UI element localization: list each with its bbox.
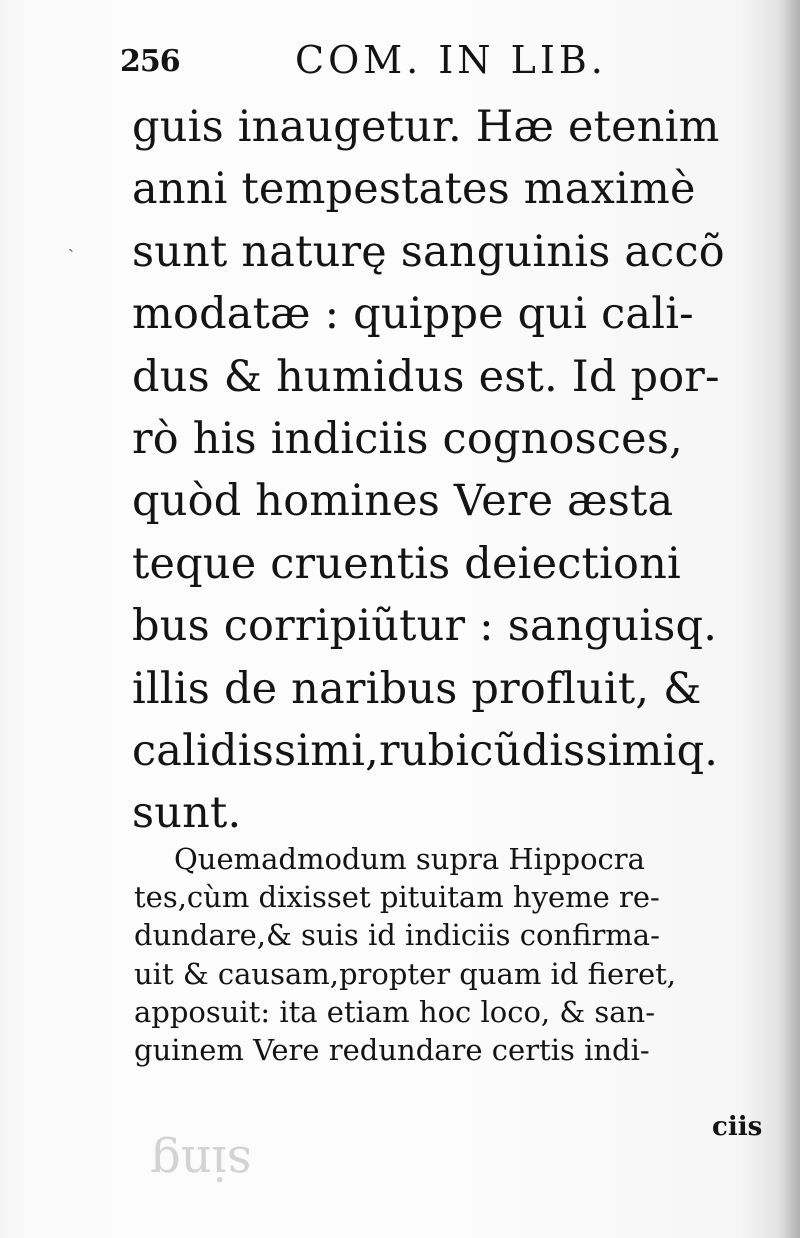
text-line: sunt naturę sanguinis accõ: [132, 226, 725, 277]
margin-mark: ˎ: [68, 232, 74, 253]
text-line: quòd homines Vere æsta: [132, 476, 674, 527]
text-line: modatæ : quippe qui cali-: [132, 289, 694, 340]
commentary-line: apposuit: ita etiam hoc loco, & san-: [134, 994, 656, 1029]
commentary-line: uit & causam,propter quam id fieret,: [134, 956, 677, 991]
text-line: calidissimi,rubicũdissimiq.: [132, 725, 719, 776]
main-text-block: [132, 96, 772, 845]
commentary-block: [134, 840, 774, 1069]
page-number: 256: [120, 44, 180, 79]
commentary-line: Quemadmodum supra Hippocra: [174, 842, 645, 876]
text-line: bus corripiũtur : sanguisq.: [132, 601, 718, 652]
catchword: ciis: [712, 1112, 763, 1142]
running-head: COM. IN LIB.: [295, 38, 607, 82]
text-line: sunt.: [132, 788, 242, 839]
page-header: [120, 38, 680, 90]
text-line: guis inaugetur. Hæ etenim: [132, 102, 720, 152]
text-line: anni tempestates maximè: [132, 164, 696, 215]
commentary-line: guinem Vere redundare certis indi-: [134, 1032, 650, 1067]
commentary-line: dundare,& suis id indiciis confirma-: [134, 918, 660, 953]
text-line: rò his indiciis cognosces,: [132, 413, 683, 464]
commentary-line: tes,cùm dixisset pituitam hyeme re-: [134, 880, 660, 915]
text-line: teque cruentis deiectioni: [132, 538, 681, 589]
text-line: dus & humidus est. Id por-: [132, 351, 720, 402]
show-through-text: sing: [150, 1135, 252, 1191]
text-line: illis de naribus profluit, &: [132, 663, 702, 714]
